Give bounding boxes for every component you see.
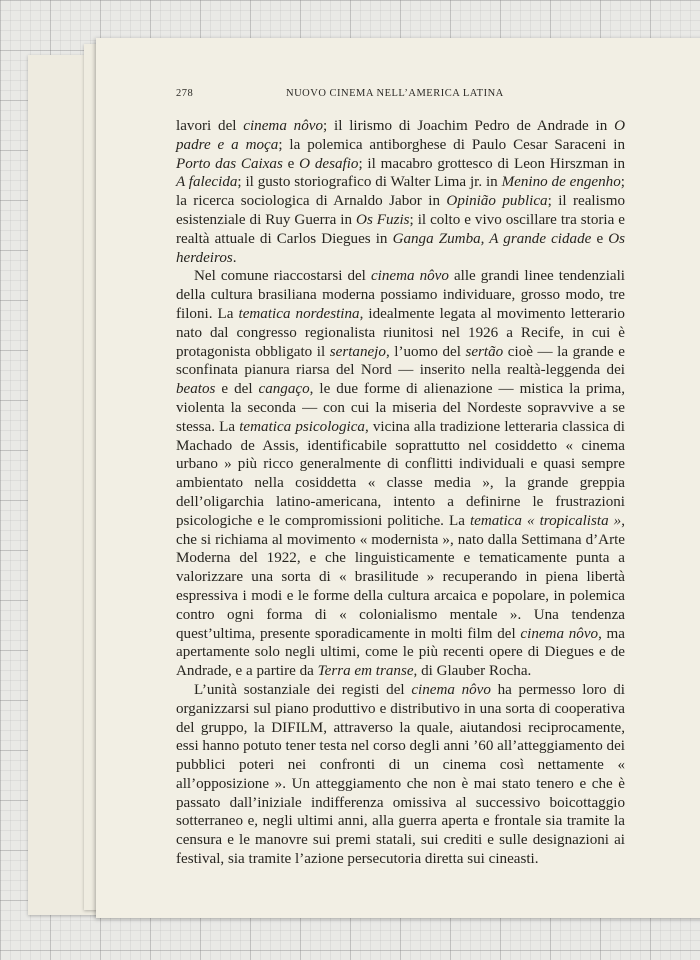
running-head-title: NUOVO CINEMA NELL’AMERICA LATINA	[286, 88, 504, 99]
text-run: ; la ricerca sociologica di Arnaldo Jabor in	[176, 174, 625, 210]
text-run: alle grandi linee tendenziali della cultura brasiliana moderna possiamo individuare, grosso modo, tre filoni. La	[176, 268, 626, 322]
italic-text: O padre e a moça	[176, 118, 625, 153]
text-run: .	[232, 249, 237, 266]
text-run: , ma apertamente solo negli ultimi, come le più recenti opere di Diegues e de Andrade, e a partire da	[176, 625, 625, 680]
text-run: e del	[215, 381, 259, 398]
text-run: L’unità sostanziale dei registi del	[194, 681, 412, 698]
italic-text: cinema nôvo	[520, 625, 599, 642]
text-run: , che si richiama al movimento « modernista », nato dalla Settimana d’Arte Moderna del 1922, e che linguisticamente e tematicamente punta a valorizzare una sorta di « brasilitude » recuperando in piena libertà espressiva i modi e le forme della cultura arcaica e popolare, in polemica contro ogni forma di « colonialismo mentale ». Una tendenza quest’ultima, presente sporadicamente in molti film del	[176, 512, 625, 642]
italic-text: tematica « tropicalista »	[469, 512, 622, 529]
text-run: e	[282, 155, 300, 172]
italic-text: sertanejo	[329, 343, 386, 360]
paragraph	[176, 681, 625, 869]
text-run: Nel comune riaccostarsi del	[194, 268, 371, 285]
text-run: , idealmente legata al movimento letterario nato dal congresso regionalista riunitosi nel 1926 a Recife, in cui è protagonista obbligato il	[176, 305, 625, 360]
text-run: lavori del	[176, 118, 244, 134]
italic-text: Ganga Zumba, A grande cidade	[392, 230, 592, 247]
italic-text: Menino de engenho	[501, 174, 621, 191]
text-run: , di Glauber Rocha.	[413, 663, 532, 680]
italic-text: tematica nordestina	[238, 305, 360, 322]
text-run: , vicina alla tradizione letteraria classica di Machado de Assis, identificabile soprattutto nel cosiddetto « cinema urbano » più ricco generalmente di conflitti individuali e quasi sempre ambientato nella cosiddetta « classe media », la grande greppia dell’oligarchia latino-americana, intento a definirne le frustrazioni psicologiche e le compromissioni politiche. La	[176, 418, 625, 529]
italic-text: A falecida	[176, 174, 238, 191]
text-run: ; il colto e vivo oscillare tra storia e realtà attuale di Carlos Diegues in	[176, 211, 625, 247]
italic-text: sertão	[465, 343, 504, 360]
italic-text: cinema nôvo	[411, 681, 491, 698]
text-run: ; il macabro grottesco di Leon Hirszman in	[358, 155, 625, 172]
page-number: 278	[176, 88, 194, 99]
text-run: ; il lirismo di Joachim Pedro de Andrade in	[323, 118, 615, 134]
italic-text: Opinião publica	[446, 193, 548, 210]
text-run: ; la polemica antiborghese di Paulo Cesar Saraceni in	[278, 136, 625, 153]
text-run: ; il realismo esistenziale di Ruy Guerra in	[176, 193, 625, 228]
text-run: , le due forme di alienazione — mistica la prima, violenta la seconda — con cui la miseria del Nordeste sopravvive a se stessa. La	[176, 381, 625, 435]
body-text	[176, 117, 625, 869]
italic-text: Porto das Caixas	[176, 155, 283, 172]
italic-text: Terra em transe	[317, 663, 414, 680]
italic-text: Os Fuzis	[356, 211, 410, 228]
text-run: ha permesso loro di organizzarsi sul piano produttivo e distributivo in una sorta di cooperativa del gruppo, la DIFILM, attraverso la quale, aiutandosi reciprocamente, essi hanno potuto tener testa nel corso degli anni ’60 all’atteggiamento dei pubblici poteri nei confronti di un cinema così nettamente « all’opposizione ». Un atteggiamento che non è mai stato tenero e che è passato dall’iniziale indifferenza omissiva al successivo boicottaggio sotterraneo e, negli ultimi anni, alla guerra aperta e frontale sia tramite la censura e le manovre sui premi statali, sui crediti e sulle designazioni ai festival, sia tramite l’azione persecutoria diretta sui cineasti.	[176, 681, 626, 868]
paragraph	[176, 267, 625, 681]
italic-text: cinema nôvo	[370, 268, 449, 285]
text-run: , l’uomo del	[385, 343, 466, 360]
italic-text: tematica psicologica	[239, 418, 365, 435]
text-run: e	[591, 230, 609, 247]
italic-text: beatos	[176, 381, 216, 398]
italic-text: Os herdeiros	[176, 230, 625, 266]
text-run: ; il gusto storiografico di Walter Lima jr. in	[237, 174, 502, 191]
italic-text: cangaço	[258, 381, 310, 398]
italic-text: cinema nôvo	[243, 118, 324, 134]
italic-text: O desafio	[299, 155, 359, 172]
paragraph	[176, 117, 625, 267]
text-run: cioè — la grande e sconfinata pianura riarsa del Nord — inserito nella realtà-leggenda dei	[176, 343, 625, 379]
book-page	[96, 38, 700, 918]
